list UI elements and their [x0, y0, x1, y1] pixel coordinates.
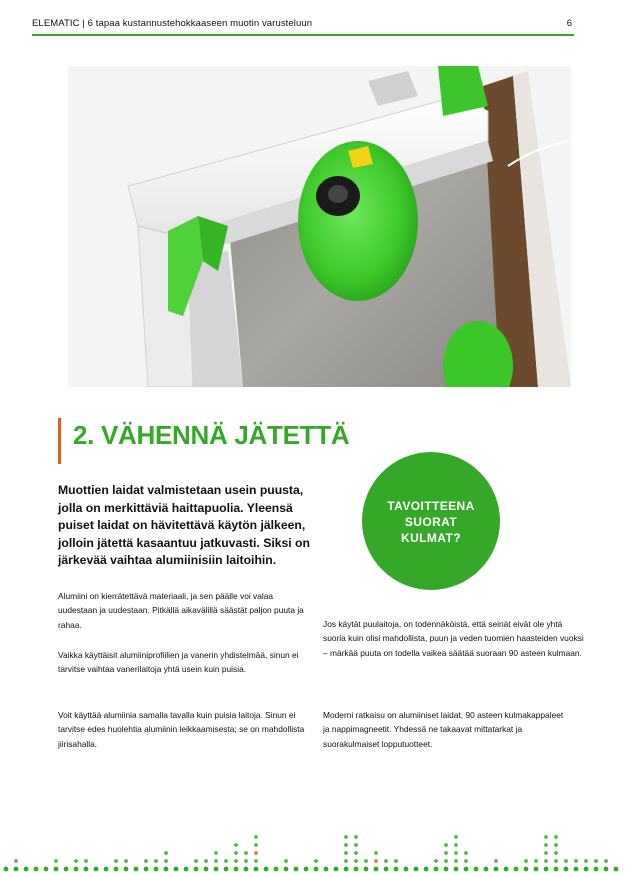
lead-paragraph: Muottien laidat valmistetaan usein puusta, jolla on merkittäviä haittapuolia. Yleensä puiset laidat on hävitettävä käytön jälkeen, jolloin jätettä kasaantuu jatkuvasti. Siksi on järkevää vaihtaa alumiinisiin laitoihin.: [58, 483, 310, 568]
decorative-dot: [464, 859, 468, 863]
section-title: 2. VÄHENNÄ JÄTETTÄ: [73, 420, 350, 450]
decorative-dot: [224, 859, 228, 863]
decorative-dot: [374, 867, 379, 872]
decorative-dot: [524, 867, 529, 872]
decorative-dot: [314, 859, 318, 863]
decorative-dot: [104, 867, 109, 872]
decorative-dot: [384, 867, 389, 872]
decorative-dot: [454, 843, 458, 847]
decorative-dot: [464, 867, 469, 872]
decorative-dot: [254, 843, 258, 847]
decorative-dot: [204, 859, 208, 863]
decorative-dot: [154, 859, 158, 863]
left-paragraph-2: Vaikka käyttäisit alumiiniprofiilien ja vanerin yhdistelmää, sinun ei tarvitse vaihtaa vanerilaitoja yhtä usein kuin puisia.: [58, 650, 299, 675]
decorative-dot: [234, 867, 239, 872]
decorative-dot: [274, 867, 279, 872]
decorative-dot: [344, 867, 349, 872]
decorative-dot: [234, 851, 238, 855]
decorative-dot: [284, 867, 289, 872]
decorative-dot: [144, 867, 149, 872]
decorative-dot: [184, 867, 189, 872]
decorative-dot: [354, 851, 358, 855]
decorative-dot: [494, 867, 499, 872]
decorative-dot: [244, 867, 249, 872]
header-title: ELEMATIC | 6 tapaa kustannustehokkaaseen muotin varusteluun: [32, 18, 313, 29]
header-rule: [32, 34, 574, 36]
decorative-dot: [144, 859, 148, 863]
decorative-dot: [344, 859, 348, 863]
decorative-dot: [244, 851, 248, 855]
decorative-dot: [564, 859, 568, 863]
decorative-dot: [534, 867, 539, 872]
decorative-dot: [74, 867, 79, 872]
decorative-dot: [524, 859, 528, 863]
decorative-dot: [414, 867, 419, 872]
decorative-dot: [74, 859, 78, 863]
decorative-dot: [254, 835, 258, 839]
decorative-dot: [254, 851, 258, 855]
decorative-dot: [84, 859, 88, 863]
decorative-dot: [244, 859, 248, 863]
decorative-dot: [164, 867, 169, 872]
left-paragraph-3: Voit käyttää alumiinia samalla tavalla kuin puisia laitoja. Sinun ei tarvitse edes huolehtia alumiinin leikkaamisesta; se on mahdollista jiirisahalla.: [58, 710, 305, 749]
decorative-dot: [454, 835, 458, 839]
decorative-dot: [294, 867, 299, 872]
decorative-dot: [94, 867, 99, 872]
decorative-dot: [54, 867, 59, 872]
decorative-dot: [194, 859, 198, 863]
decorative-dot: [354, 867, 359, 872]
decorative-dot: [454, 859, 458, 863]
decorative-dot: [594, 867, 599, 872]
decorative-dot: [604, 859, 608, 863]
decorative-dot: [494, 859, 498, 863]
decorative-dot: [544, 851, 548, 855]
decorative-dot: [234, 843, 238, 847]
decorative-dot: [124, 859, 128, 863]
decorative-dot: [394, 867, 399, 872]
decorative-dot: [554, 859, 558, 863]
decorative-dot: [444, 859, 448, 863]
decorative-dot: [554, 835, 558, 839]
decorative-dot: [454, 851, 458, 855]
decorative-dot: [354, 835, 358, 839]
decorative-dot: [4, 867, 9, 872]
decorative-dot: [34, 867, 39, 872]
decorative-dot: [194, 867, 199, 872]
decorative-dot: [474, 867, 479, 872]
decorative-dot: [364, 859, 368, 863]
decorative-dot: [174, 867, 179, 872]
decorative-dot: [574, 867, 579, 872]
decorative-dot: [354, 843, 358, 847]
callout-line-3: KULMAT?: [401, 531, 461, 545]
decorative-dot: [574, 859, 578, 863]
decorative-dot: [434, 859, 438, 863]
section-accent-bar: [58, 418, 61, 464]
decorative-dot: [584, 859, 588, 863]
formwork-photo: [68, 66, 571, 387]
decorative-dot: [344, 843, 348, 847]
decorative-dot: [544, 867, 549, 872]
decorative-dot: [14, 859, 18, 863]
decorative-dot: [324, 867, 329, 872]
decorative-dot: [344, 851, 348, 855]
decorative-dot: [44, 867, 49, 872]
right-paragraph-2: Moderni ratkaisu on alumiiniset laidat, 90 asteen kulmakappaleet ja nappimagneetit. Yhdessä ne takaavat mittatarkat ja suorakulmaiset lopputuotteet.: [323, 710, 564, 749]
decorative-dot: [374, 851, 378, 855]
decorative-dot: [84, 867, 89, 872]
decorative-dot: [164, 851, 168, 855]
decorative-dot: [264, 867, 269, 872]
decorative-dot: [504, 867, 509, 872]
decorative-dot: [254, 867, 259, 872]
callout-line-2: SUORAT: [404, 515, 458, 529]
decorative-dot: [154, 867, 159, 872]
decorative-dot: [464, 851, 468, 855]
decorative-dot: [484, 867, 489, 872]
decorative-dot: [234, 859, 238, 863]
decorative-dot: [334, 867, 339, 872]
page-number: 6: [566, 18, 572, 29]
decorative-dot: [544, 843, 548, 847]
decorative-dot: [554, 843, 558, 847]
decorative-dot: [384, 859, 388, 863]
decorative-dot: [54, 859, 58, 863]
decorative-dot: [164, 859, 168, 863]
decorative-dot: [604, 867, 609, 872]
decorative-dot: [214, 859, 218, 863]
decorative-dot: [404, 867, 409, 872]
decorative-dot: [584, 867, 589, 872]
decorative-dot: [314, 867, 319, 872]
decorative-dot: [364, 867, 369, 872]
decorative-dot: [374, 859, 378, 863]
decorative-dot: [544, 835, 548, 839]
decorative-dot: [284, 859, 288, 863]
decorative-dot: [394, 859, 398, 863]
decorative-dot: [444, 851, 448, 855]
decorative-dot: [444, 843, 448, 847]
decorative-dot: [214, 867, 219, 872]
decorative-dot: [344, 835, 348, 839]
decorative-dot: [434, 867, 439, 872]
formwork-magnet-photo-icon: [68, 66, 571, 387]
decorative-dot: [114, 867, 119, 872]
decorative-dot: [224, 867, 229, 872]
decorative-dot: [564, 867, 569, 872]
decorative-dot: [134, 867, 139, 872]
decorative-dot: [354, 859, 358, 863]
decorative-dot: [544, 859, 548, 863]
decorative-dot: [554, 851, 558, 855]
decorative-dot: [534, 859, 538, 863]
decorative-dot-pattern: [0, 815, 630, 875]
page-header: [32, 16, 572, 36]
decorative-dot: [14, 867, 19, 872]
decorative-dot: [214, 851, 218, 855]
decorative-dot: [514, 867, 519, 872]
decorative-dot: [304, 867, 309, 872]
decorative-dot: [444, 867, 449, 872]
decorative-dot: [254, 859, 258, 863]
decorative-dot: [124, 867, 129, 872]
decorative-dot: [424, 867, 429, 872]
decorative-dot: [114, 859, 118, 863]
left-paragraph-1: Alumiini on kierrätettävä materiaali, ja sen päälle voi valaa uudestaan ja uudestaan. Pitkällä aikavälillä säästät paljon puuta ja rahaa.: [58, 591, 304, 630]
decorative-dot: [594, 859, 598, 863]
decorative-dot: [24, 867, 29, 872]
callout-text: [362, 498, 500, 546]
right-paragraph-1: Jos käytät puulaitoja, on todennäköistä, että seinät eivät ole yhtä suoria kuin olisi mahdollista, puun ja veden tuomien haasteiden vuoksi – märkää puuta on todella vaikea säätää suoraan 90 asteen kulmaan.: [323, 619, 584, 658]
decorative-dot: [454, 867, 459, 872]
callout-line-1: TAVOITTEENA: [387, 499, 475, 513]
decorative-dot: [204, 867, 209, 872]
decorative-dot: [614, 867, 619, 872]
decorative-dot: [554, 867, 559, 872]
decorative-dot: [64, 867, 69, 872]
